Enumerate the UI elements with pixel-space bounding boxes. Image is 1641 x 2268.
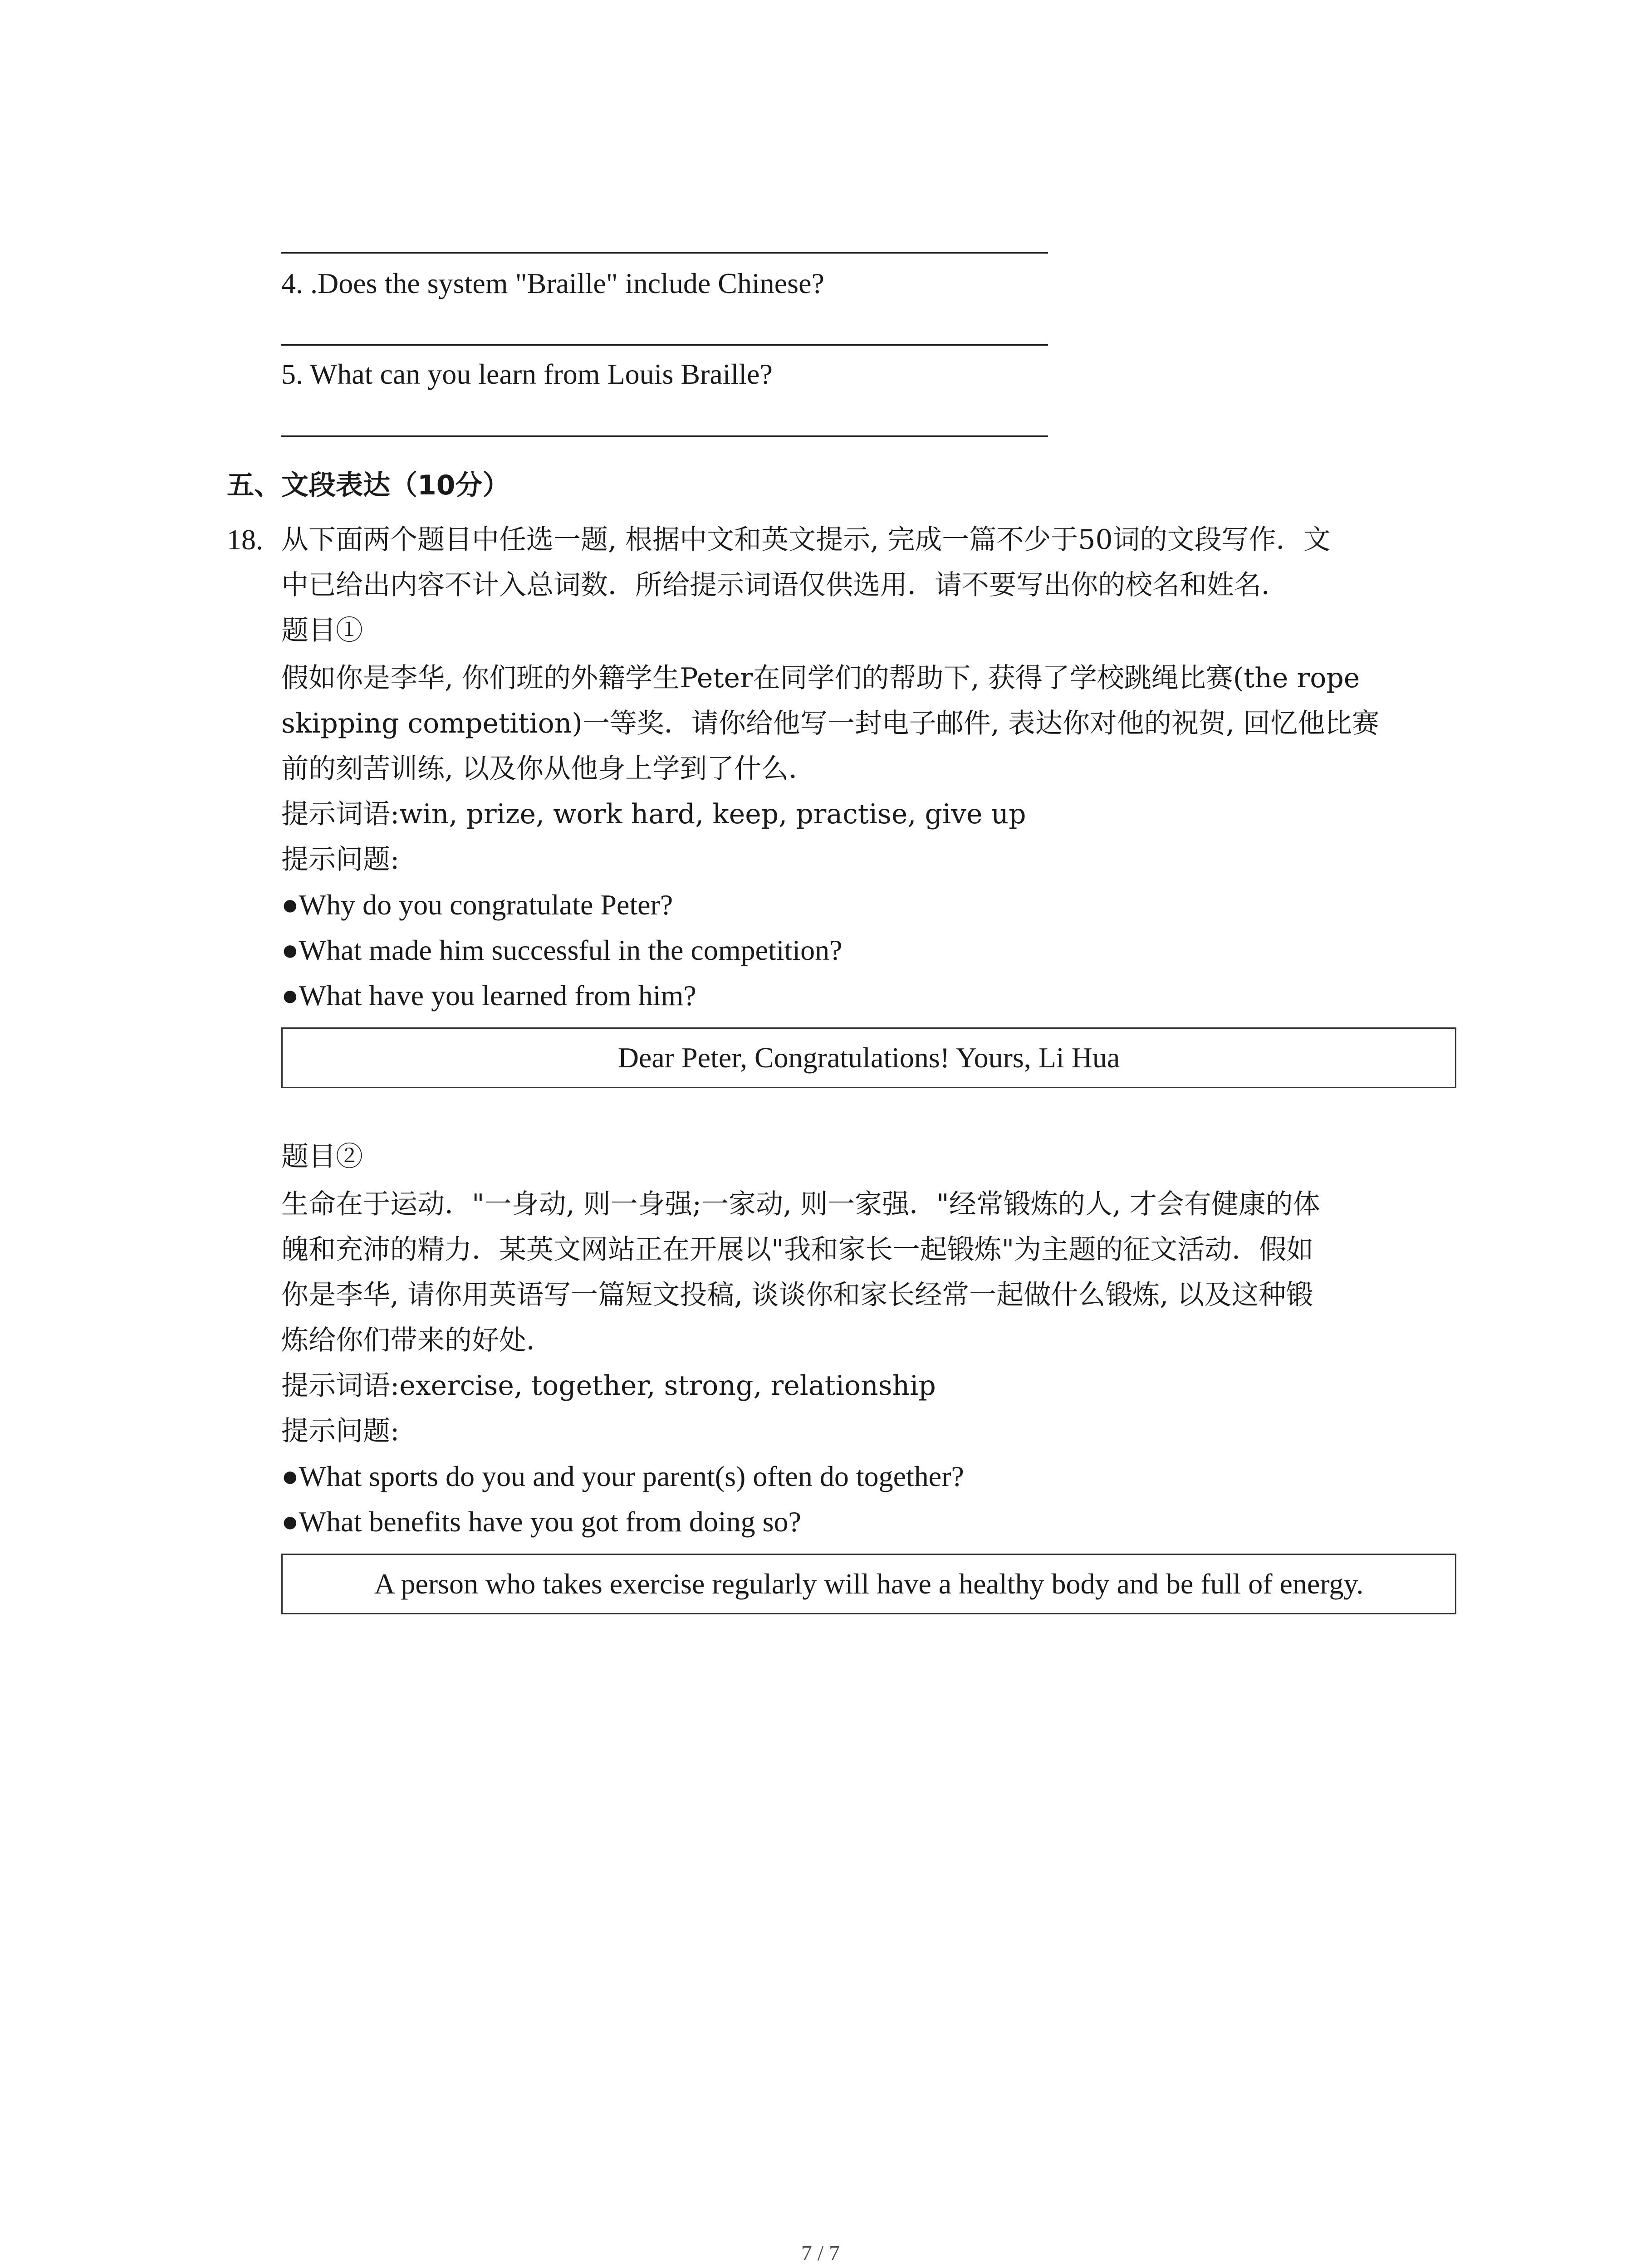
topic2-text-line4: 炼给你们带来的好处．	[281, 1325, 554, 1356]
question-5-text: What can you learn from Louis Braille?	[309, 358, 773, 390]
topic2-hint-words: 提示词语:exercise, together, strong, relationship	[281, 1370, 936, 1402]
topic2-hint-questions-label: 提示问题:	[281, 1415, 400, 1447]
topic1-box-text: Dear Peter, Congratulations! Yours, Li Hua	[617, 1041, 1120, 1074]
topic2-text-line3: 你是李华, 请你用英语写一篇短文投稿, 谈谈你和家长经常一起做什么锻炼, 以及这种锻	[281, 1279, 1313, 1311]
answer-line-q5[interactable]	[281, 435, 1048, 437]
topic2-bullet-2: ●What benefits have you got from doing so?	[281, 1505, 801, 1538]
question-4-text: .Does the system "Braille" include Chinese?	[310, 267, 824, 299]
question-5	[281, 356, 773, 392]
section-title: 五、文段表达（10分）	[227, 469, 510, 501]
topic2-box-text: A person who takes exercise regularly will have a healthy body and be full of energy.	[374, 1568, 1364, 1600]
topic1-bullet-2: ●What made him successful in the competition?	[281, 934, 843, 966]
topic1-bullet-3: ●What have you learned from him?	[281, 979, 696, 1012]
topic2-text-line1: 生命在于运动．"一身动, 则一身强;一家动, 则一家强．"经常锻炼的人, 才会有健康的体	[281, 1188, 1320, 1220]
question-18-number: 18.	[227, 523, 263, 556]
topic2-bullet-1: ●What sports do you and your parent(s) often do together?	[281, 1460, 964, 1492]
topic1-prompt-box	[281, 1027, 1456, 1088]
question-4-number: 4.	[281, 267, 303, 299]
topic1-hint-questions-label: 提示问题:	[281, 844, 400, 875]
question-18-instruction-line2: 中已给出内容不计入总词数．所给提示词语仅供选用．请不要写出你的校名和姓名．	[281, 569, 1288, 601]
question-4	[281, 265, 824, 302]
page-number: 7 / 7	[801, 2241, 840, 2265]
topic1-label: 题目①	[281, 615, 363, 646]
topic2-text-line2: 魄和充沛的精力．某英文网站正在开展以"我和家长一起锻炼"为主题的征文活动．假如	[281, 1234, 1314, 1266]
question-18-instruction-line1: 从下面两个题目中任选一题, 根据中文和英文提示, 完成一篇不少于50词的文段写作．文	[281, 524, 1331, 556]
topic1-text-line3: 前的刻苦训练, 以及你从他身上学到了什么．	[281, 753, 816, 785]
answer-line-q4[interactable]	[281, 344, 1048, 346]
topic2-label: 题目②	[281, 1141, 363, 1173]
question-5-number: 5.	[281, 358, 303, 390]
topic2-prompt-box	[281, 1554, 1456, 1614]
answer-line[interactable]	[281, 252, 1048, 254]
topic1-text-line2: skipping competition)一等奖．请你给他写一封电子邮件, 表达你对他的祝贺, 回忆他比赛	[281, 708, 1380, 739]
topic1-bullet-1: ●Why do you congratulate Peter?	[281, 889, 673, 921]
topic1-text-line1: 假如你是李华, 你们班的外籍学生Peter在同学们的帮助下, 获得了学校跳绳比赛(the rope	[281, 662, 1360, 694]
topic1-hint-words: 提示词语:win, prize, work hard, keep, practise, give up	[281, 798, 1026, 830]
